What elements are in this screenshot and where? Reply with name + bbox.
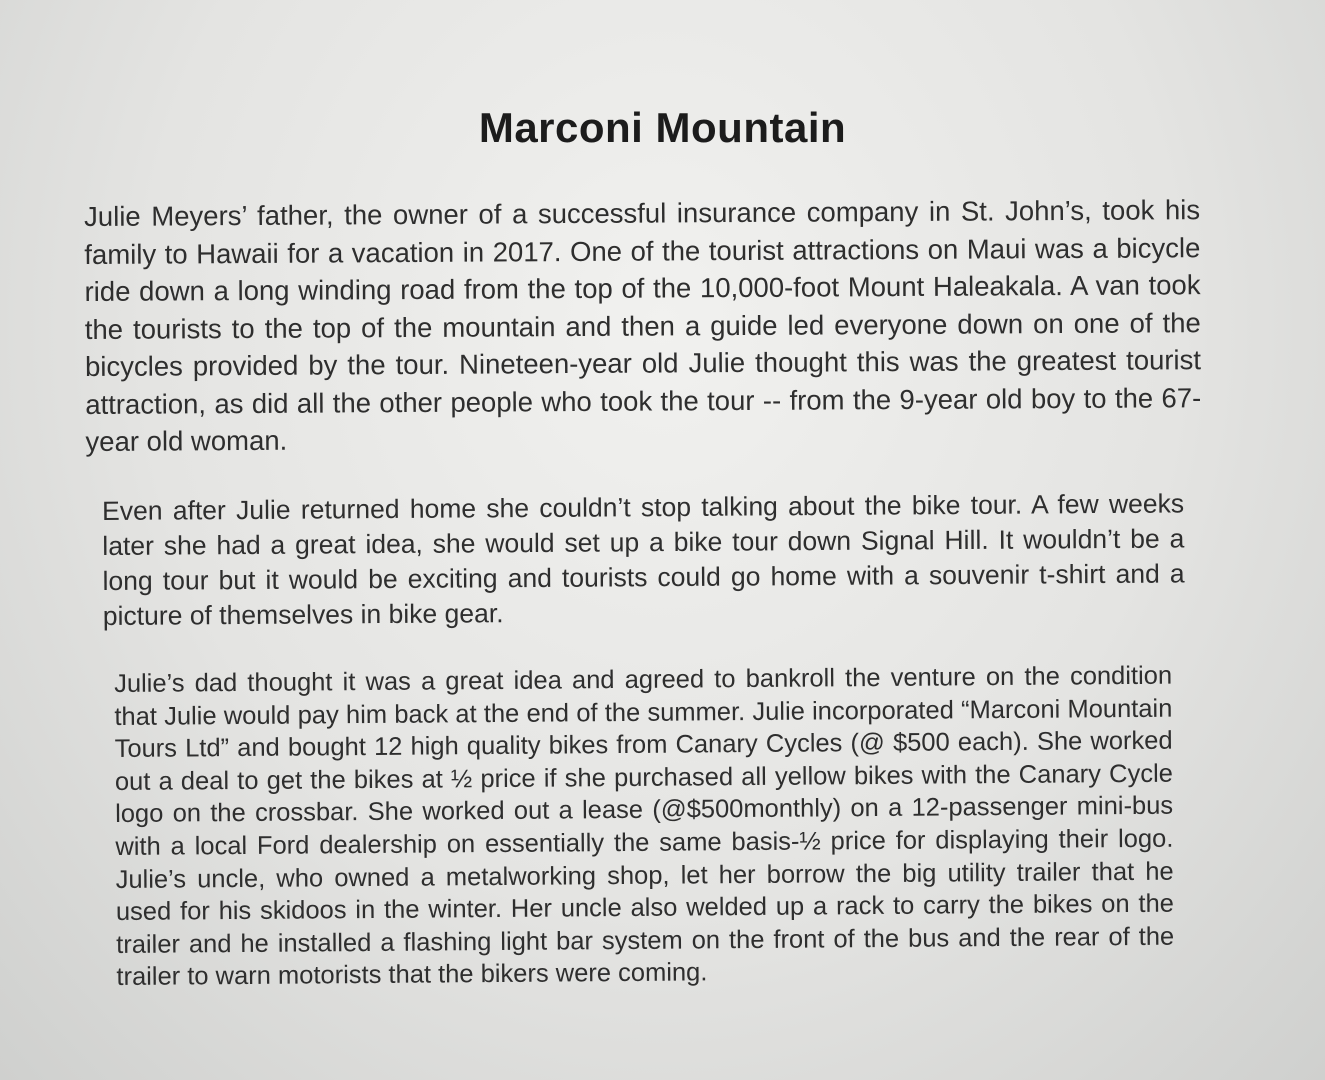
paragraph-2: Even after Julie returned home she couldn’t stop talking about the bike tour. A few weeks later she had a great idea, she would set up a bike tour down Signal Hill. It wouldn’t be a long tour but it would be exciting and tourists could go home with a souvenir t-shirt and a picture of themselves in bike gear. bbox=[102, 488, 1185, 631]
document-title: Marconi Mountain bbox=[478, 104, 847, 151]
paragraph-1: Julie Meyers’ father, the owner of a successful insurance company in St. John’s, took his family to Hawaii for a vacation in 2017. One of the tourist attractions on Maui was a bicycle ride down a long winding road from the top of the 10,000-foot Mount Haleakala. A van took the tourists to the top of the mountain and then a guide led everyone down on one of the bicycles provided by the tour. Nineteen-year old Julie thought this was the greatest tourist attraction, as did all the other people who took the tour -- from the 9-year old boy to the 67-year old woman. bbox=[84, 194, 1202, 457]
paragraph-3: Julie’s dad thought it was a great idea and agreed to bankroll the venture on the condition that Julie would pay him back at the end of the summer. Julie incorporated “Marconi Mountain Tours Ltd” and bought 12 high quality bikes from Canary Cycles (@ $500 each). She worked out a deal to get the bikes at ½ price if she purchased all yellow bikes with the Canary Cycle logo on the crossbar. She worked out a lease (@$500monthly) on a 12-passenger mini-bus with a local Ford dealership on essentially the same basis-½ price for displaying their logo. Julie’s uncle, who owned a metalworking shop, let her borrow the big utility trailer that he used for his skidoos in the winter. Her uncle also welded up a rack to carry the bikes on the trailer and he installed a flashing light bar system on the front of the bus and the rear of the trailer to warn motorists that the bikers were coming. bbox=[114, 661, 1175, 992]
